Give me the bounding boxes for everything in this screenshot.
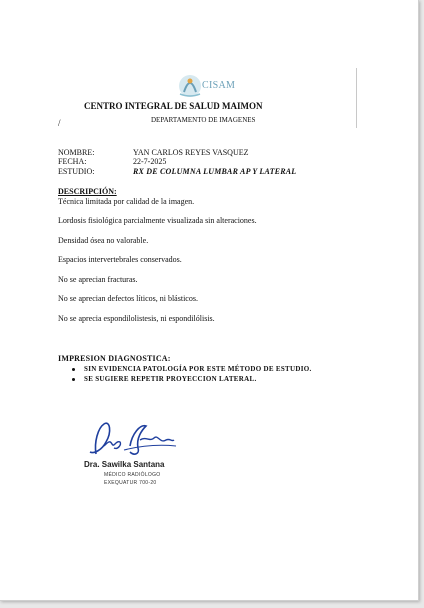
study-label: ESTUDIO: [58,167,95,176]
doctor-name: Dra. Sawilka Santana [84,460,165,469]
header-divider [356,68,357,128]
date-label: FECHA: [58,157,87,166]
doctor-exequatur: EXEQUATUR 700-20 [104,480,157,486]
doctor-title: MÉDICO RADIÓLOGO [104,472,161,478]
study-date: 22-7-2025 [133,157,167,166]
date-row [58,157,166,166]
study-name: RX DE COLUMNA LUMBAR AP Y LATERAL [133,167,297,176]
impression-item [70,374,312,384]
impression-item [70,364,312,374]
bullet-icon [72,378,75,381]
description-line: Espacios intervertebrales conservados. [58,255,182,264]
description-line: Densidad ósea no valorable. [58,236,149,245]
logo-text: CISAM [202,80,236,91]
department-name: DEPARTAMENTO DE IMAGENES [151,116,256,124]
description-line: Lordosis fisiológica parcialmente visualizada sin alteraciones. [58,216,257,225]
handwritten-signature [84,416,180,460]
header-mark: / [58,118,61,128]
center-name: CENTRO INTEGRAL DE SALUD MAIMON [84,101,263,111]
description-line: Técnica limitada por calidad de la imagen. [58,197,195,206]
impression-text: SIN EVIDENCIA PATOLOGÍA POR ESTE MÉTODO DE ESTUDIO. [84,365,312,373]
impression-heading: IMPRESION DIAGNOSTICA: [58,354,171,363]
description-line: No se aprecian defectos líticos, ni blásticos. [58,294,198,303]
impression-text: SE SUGIERE REPETIR PROYECCION LATERAL. [84,375,257,383]
impression-list [70,364,312,384]
description-line: No se aprecian fracturas. [58,275,138,284]
patient-name-row [58,148,249,157]
patient-name: YAN CARLOS REYES VASQUEZ [133,148,249,157]
description-line: No se aprecia espondilolistesis, ni espondilólisis. [58,314,215,323]
name-label: NOMBRE: [58,148,95,157]
bullet-icon [72,368,75,371]
study-row [58,167,296,176]
description-heading: DESCRIPCIÓN: [58,187,117,196]
